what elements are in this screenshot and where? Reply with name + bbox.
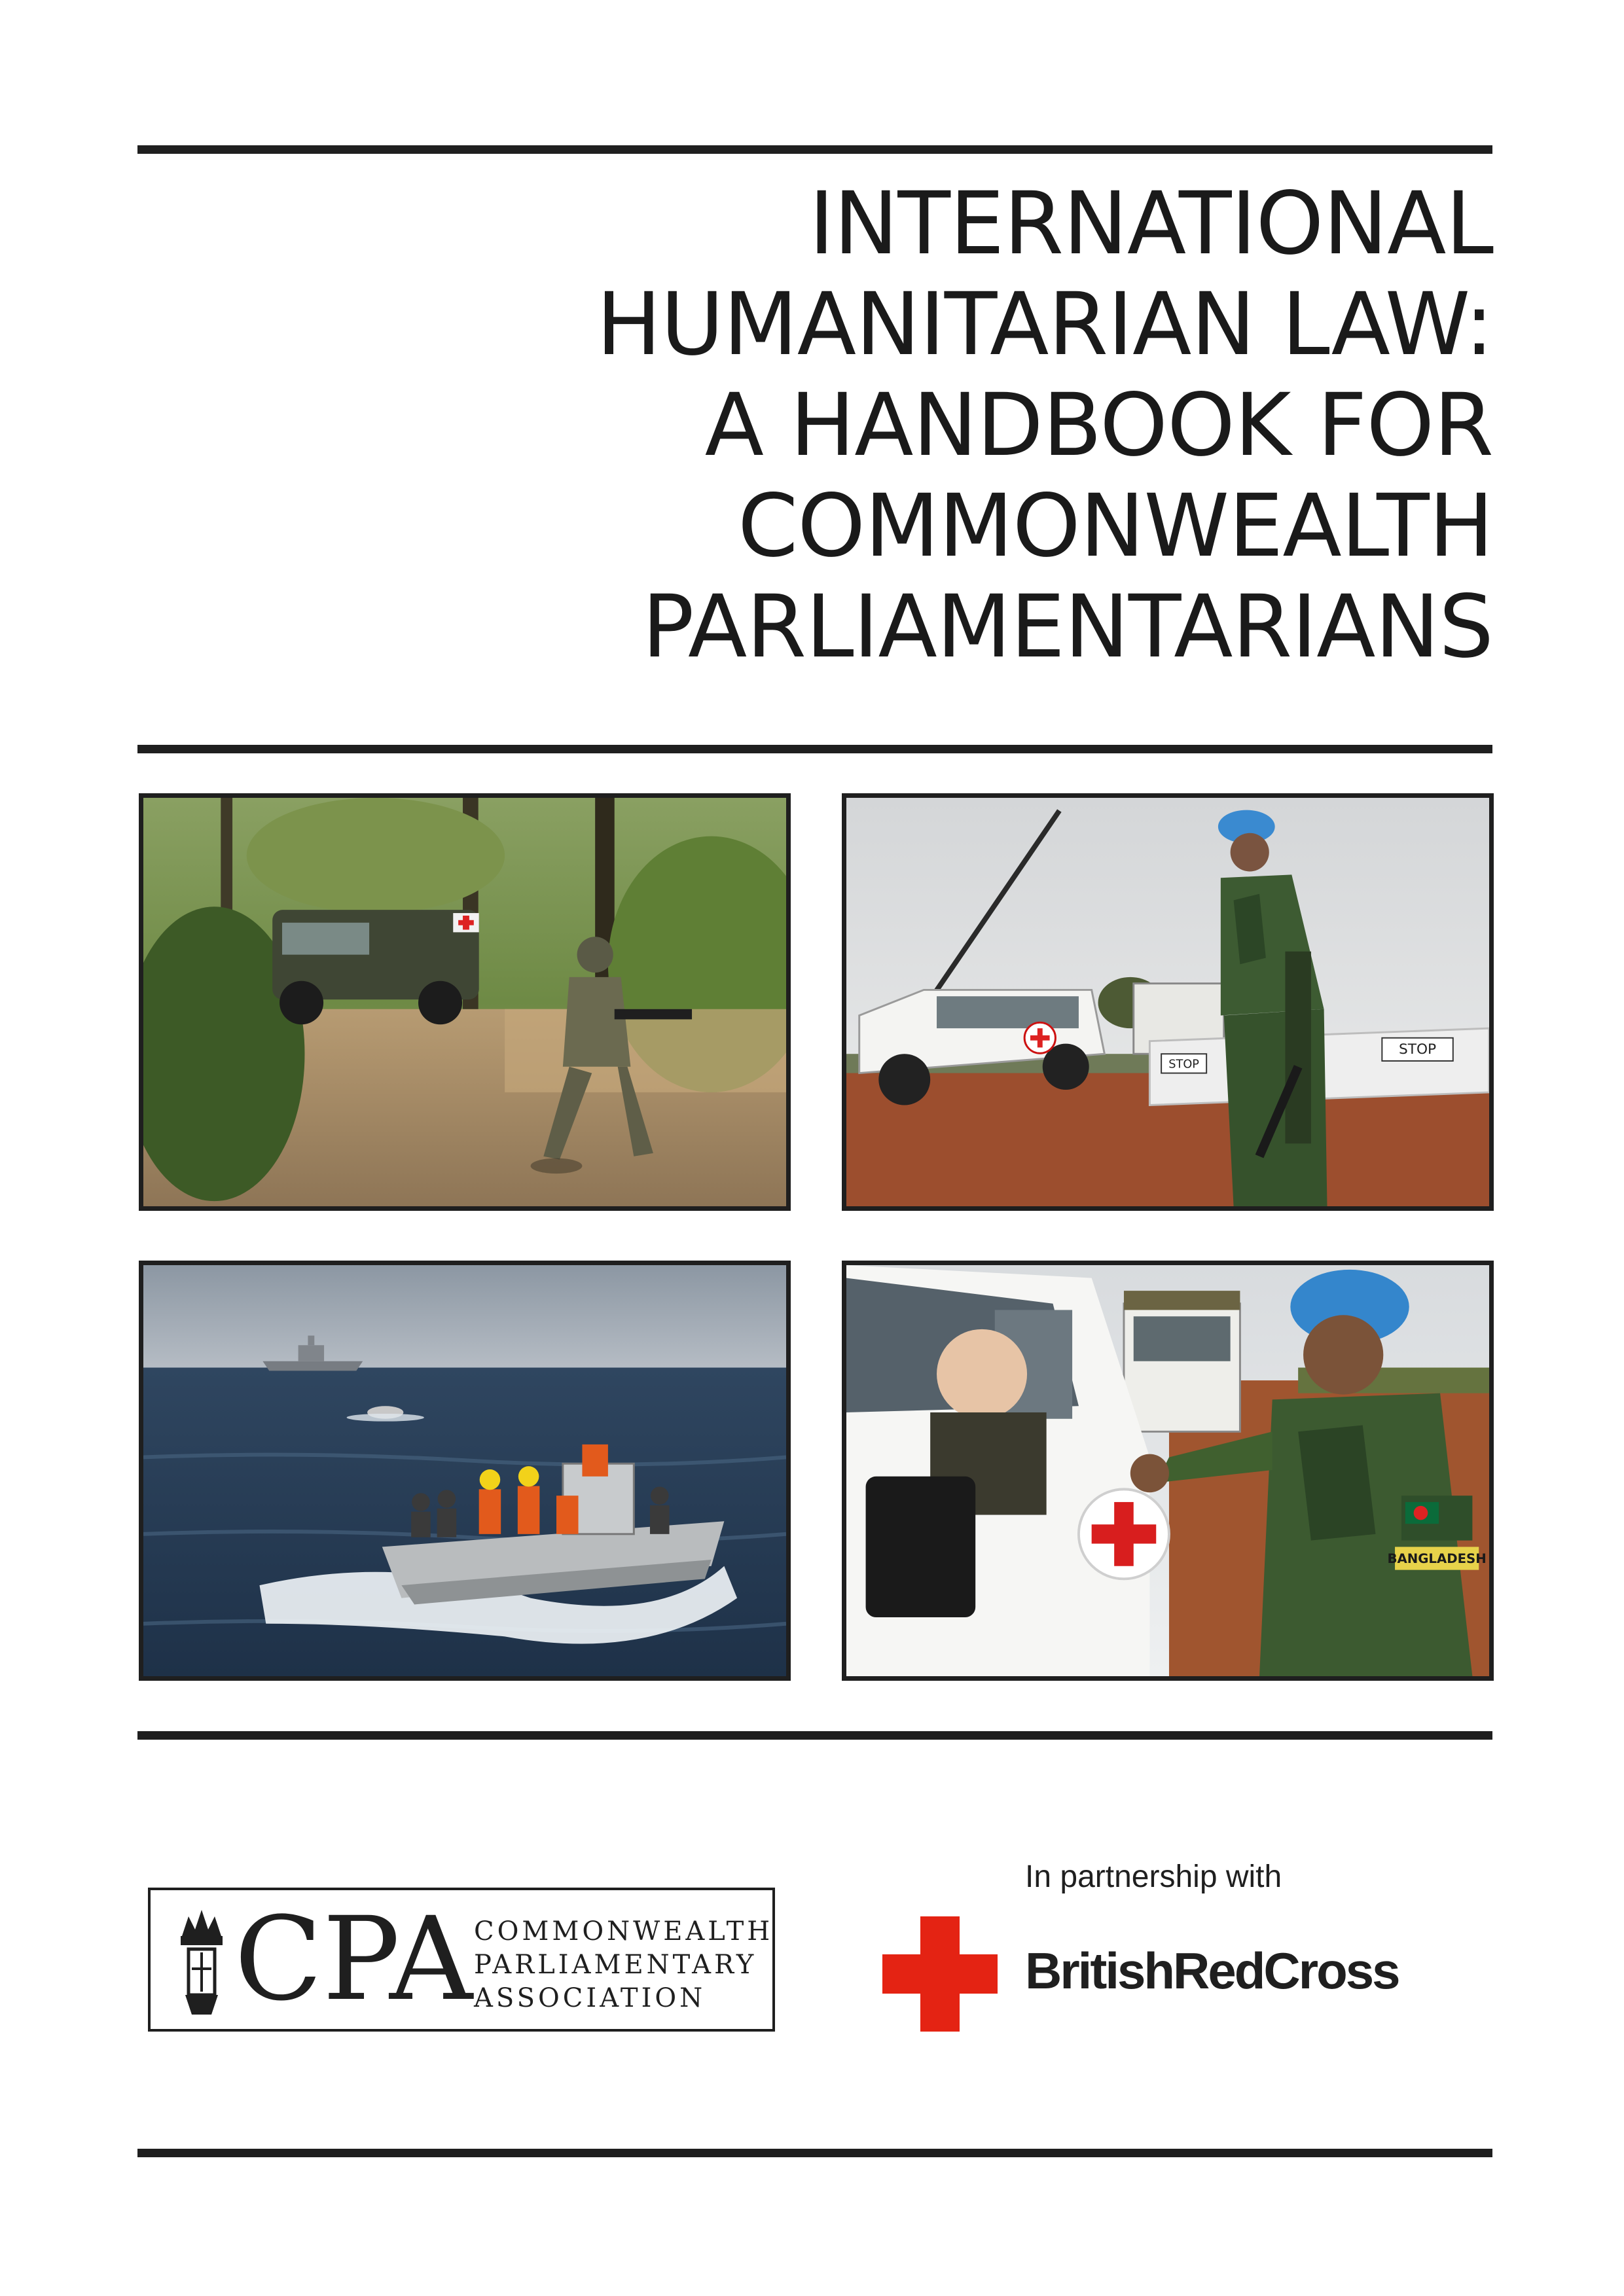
- bottom-rule: [137, 2149, 1492, 2157]
- title-rule: [137, 745, 1492, 753]
- page-title: [315, 173, 1493, 677]
- cpa-name-line: ASSOCIATION: [474, 1983, 706, 2013]
- british-red-cross-name: BritishRedCross: [1025, 1942, 1399, 2000]
- title-line: PARLIAMENTARIANS: [641, 577, 1493, 677]
- title-line: HUMANITARIAN LAW:: [596, 274, 1493, 375]
- photo-peacekeeper-greeting: [842, 1261, 1494, 1681]
- cpa-name: [474, 1915, 773, 2015]
- title-line: INTERNATIONAL: [808, 173, 1493, 274]
- photo-patrol-boat: [139, 1261, 791, 1681]
- stop-sign-text: STOP: [1168, 1058, 1200, 1071]
- crown-crest-icon: [175, 1903, 228, 2021]
- cpa-name-line: PARLIAMENTARY: [474, 1950, 757, 1980]
- cpa-name-line: COMMONWEALTH: [474, 1916, 774, 1946]
- photo-soldier-woodland: [139, 793, 791, 1211]
- stop-sign-text: STOP: [1398, 1041, 1437, 1058]
- top-rule: [137, 145, 1492, 154]
- photo-peacekeeper-checkpoint: [842, 793, 1494, 1211]
- cpa-letters: CPA: [234, 1892, 473, 2026]
- title-line: COMMONWEALTH: [738, 476, 1493, 577]
- badge-text: BANGLADESH: [1387, 1551, 1487, 1566]
- red-cross-icon: [882, 1916, 998, 2032]
- title-line: A HANDBOOK FOR: [704, 375, 1493, 476]
- photos-rule: [137, 1731, 1492, 1740]
- partnership-text: In partnership with: [1025, 1859, 1282, 1894]
- cpa-logo: [148, 1888, 775, 2032]
